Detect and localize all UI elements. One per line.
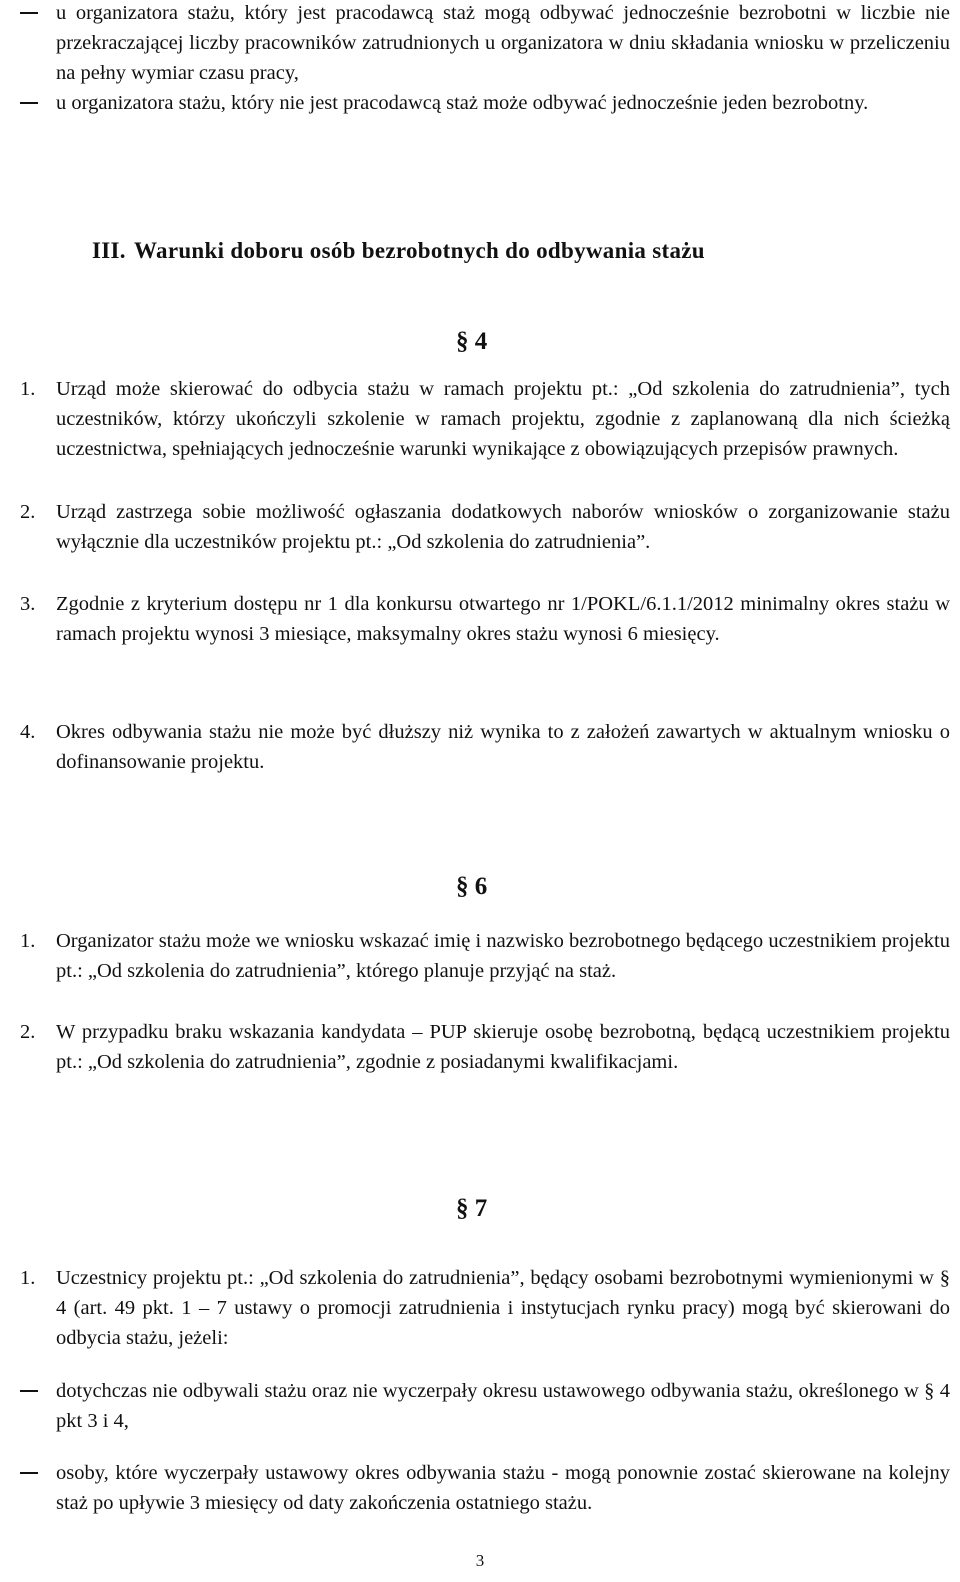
intro-list-item [20,0,950,88]
item-text: W przypadku braku wskazania kandydata – PUP skieruje osobę bezrobotną, będącą uczestnikiem projektu pt.: „Od szkolenia do zatrudnienia”, zgodnie z posiadanymi kwalifikacjami. [56,1021,950,1073]
paragraph-mark-4: § 4 [456,328,488,355]
item-text: Urząd zastrzega sobie możliwość ogłaszania dodatkowych naborów wniosków o zorganizowanie stażu wyłącznie dla uczestników projektu pt.: „Od szkolenia do zatrudnienia”. [56,501,950,553]
intro-item-text: u organizatora stażu, który nie jest pracodawcą staż może odbywać jednocześnie jeden bezrobotny. [56,92,869,114]
item-text: Zgodnie z kryterium dostępu nr 1 dla konkursu otwartego nr 1/POKL/6.1.1/2012 minimalny okres stażu w ramach projektu wynosi 3 miesiące, maksymalny okres stażu wynosi 6 miesięcy. [56,593,950,645]
dash-bullet [20,1390,38,1392]
item-number: 1. [20,930,36,952]
condition-list-item [20,1458,950,1518]
list-item [20,926,950,986]
item-number: 2. [20,501,36,523]
item-number: 1. [20,1267,36,1289]
intro-list-item [20,88,950,118]
item-text: Urząd może skierować do odbycia stażu w ramach projektu pt.: „Od szkolenia do zatrudnienia”, tych uczestników, którzy ukończyli szkolenie w ramach projektu, zgodnie z zaplanowaną dla nich ścieżką uczestnictwa, spełniających jednocześnie warunki wynikające z obowiązujących przepisów prawnych. [56,378,950,460]
item-text: Uczestnicy projektu pt.: „Od szkolenia do zatrudnienia”, będący osobami bezrobotnymi wymienionymi w § 4 (art. 49 pkt. 1 – 7 ustawy o promocji zatrudnienia i instytucjach rynku pracy) mogą być skierowani do odbycia stażu, jeżeli: [56,1267,950,1349]
dash-bullet [20,12,38,14]
condition-text: osoby, które wyczerpały ustawowy okres odbywania stażu - mogą ponownie zostać skierowane na kolejny staż po upływie 3 miesięcy od daty zakończenia ostatniego stażu. [56,1462,950,1514]
list-item [20,589,950,649]
page-number: 3 [475,1551,485,1570]
item-number: 3. [20,593,36,615]
list-item [20,1017,950,1077]
section-heading [92,236,705,266]
item-text: Organizator stażu może we wniosku wskazać imię i nazwisko bezrobotnego będącego uczestnikiem projektu pt.: „Od szkolenia do zatrudnienia”, którego planuje przyjąć na staż. [56,930,950,982]
condition-text: dotychczas nie odbywali stażu oraz nie wyczerpały okresu ustawowego odbywania stażu, określonego w § 4 pkt 3 i 4, [56,1380,950,1432]
dash-bullet [20,1472,38,1474]
item-number: 1. [20,378,36,400]
paragraph-mark-6: § 6 [456,873,488,900]
list-item [20,717,950,777]
item-number: 4. [20,721,36,743]
dash-bullet [20,102,38,104]
intro-item-text: u organizatora stażu, który jest pracodawcą staż mogą odbywać jednocześnie bezrobotni w liczbie nie przekraczającej liczby pracowników zatrudnionych u organizatora w dniu składania wniosku w przeliczeniu na pełny wymiar czasu pracy, [56,2,950,84]
section-title: Warunki doboru osób bezrobotnych do odbywania stażu [134,238,705,263]
paragraph-mark-7: § 7 [456,1195,488,1222]
section-number: III. [92,238,126,263]
list-item [20,374,950,464]
item-text: Okres odbywania stażu nie może być dłuższy niż wynika to z założeń zawartych w aktualnym wniosku o dofinansowanie projektu. [56,721,950,773]
condition-list-item [20,1376,950,1436]
list-item [20,497,950,557]
list-item [20,1263,950,1353]
item-number: 2. [20,1021,36,1043]
